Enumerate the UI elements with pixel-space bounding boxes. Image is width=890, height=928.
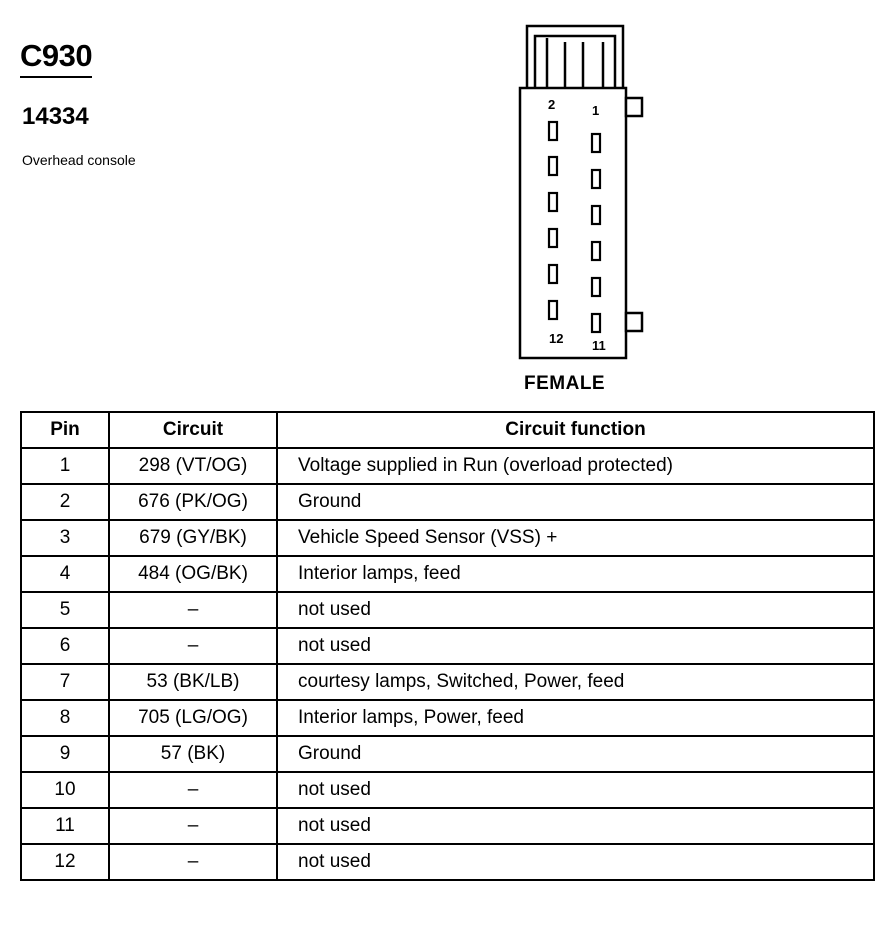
- circuit-cell: 676 (PK/OG): [109, 484, 277, 520]
- circuit-cell: 679 (GY/BK): [109, 520, 277, 556]
- connector-body: [520, 88, 626, 358]
- pin-cell: 5: [21, 592, 109, 628]
- circuit-cell: 705 (LG/OG): [109, 700, 277, 736]
- pin-cell: 10: [21, 772, 109, 808]
- header-circuit: Circuit: [109, 412, 277, 448]
- connector-diagram: [515, 20, 655, 365]
- circuit-cell: –: [109, 772, 277, 808]
- circuit-cell: –: [109, 592, 277, 628]
- table-row: [21, 664, 874, 700]
- pin-cell: 6: [21, 628, 109, 664]
- circuit-cell: 53 (BK/LB): [109, 664, 277, 700]
- connector-location: Overhead console: [22, 152, 136, 168]
- header-pin: Pin: [21, 412, 109, 448]
- circuit-cell: 57 (BK): [109, 736, 277, 772]
- pin-cell: 2: [21, 484, 109, 520]
- circuit-cell: 484 (OG/BK): [109, 556, 277, 592]
- pin-cell: 1: [21, 448, 109, 484]
- pin-label-1: 1: [592, 103, 600, 118]
- circuit-cell: –: [109, 844, 277, 880]
- table-row: [21, 484, 874, 520]
- circuit-cell: –: [109, 628, 277, 664]
- pin-cell: 3: [21, 520, 109, 556]
- pin-label-2: 2: [548, 97, 556, 112]
- connector-gender: FEMALE: [524, 373, 606, 394]
- header-function: Circuit function: [277, 412, 874, 448]
- pin-cell: 4: [21, 556, 109, 592]
- function-cell: Interior lamps, Power, feed: [277, 700, 874, 736]
- table-row: [21, 700, 874, 736]
- pin-cell: 12: [21, 844, 109, 880]
- connector-tab-bottom: [626, 313, 642, 331]
- function-cell: Interior lamps, feed: [277, 556, 874, 592]
- function-cell: not used: [277, 592, 874, 628]
- function-cell: Voltage supplied in Run (overload protected): [277, 448, 874, 484]
- connector-latch: [527, 26, 623, 88]
- connector-tab-top: [626, 98, 642, 116]
- pin-cell: 8: [21, 700, 109, 736]
- circuit-cell: 298 (VT/OG): [109, 448, 277, 484]
- table-header-row: [21, 412, 874, 448]
- connector-id: C930: [20, 40, 92, 78]
- table-row: [21, 808, 874, 844]
- pin-label-12: 12: [549, 331, 564, 346]
- function-cell: not used: [277, 628, 874, 664]
- table-row: [21, 448, 874, 484]
- function-cell: courtesy lamps, Switched, Power, feed: [277, 664, 874, 700]
- table-row: [21, 736, 874, 772]
- table-row: [21, 520, 874, 556]
- table-row: [21, 628, 874, 664]
- circuit-cell: –: [109, 808, 277, 844]
- function-cell: Ground: [277, 736, 874, 772]
- table-row: [21, 556, 874, 592]
- function-cell: not used: [277, 808, 874, 844]
- function-cell: not used: [277, 844, 874, 880]
- function-cell: Vehicle Speed Sensor (VSS) +: [277, 520, 874, 556]
- part-number: 14334: [22, 103, 89, 130]
- pin-cell: 11: [21, 808, 109, 844]
- table-row: [21, 844, 874, 880]
- pinout-table: [20, 411, 875, 881]
- pin-cell: 7: [21, 664, 109, 700]
- function-cell: Ground: [277, 484, 874, 520]
- pin-label-11: 11: [592, 338, 606, 353]
- table-row: [21, 772, 874, 808]
- table-row: [21, 592, 874, 628]
- pin-cell: 9: [21, 736, 109, 772]
- function-cell: not used: [277, 772, 874, 808]
